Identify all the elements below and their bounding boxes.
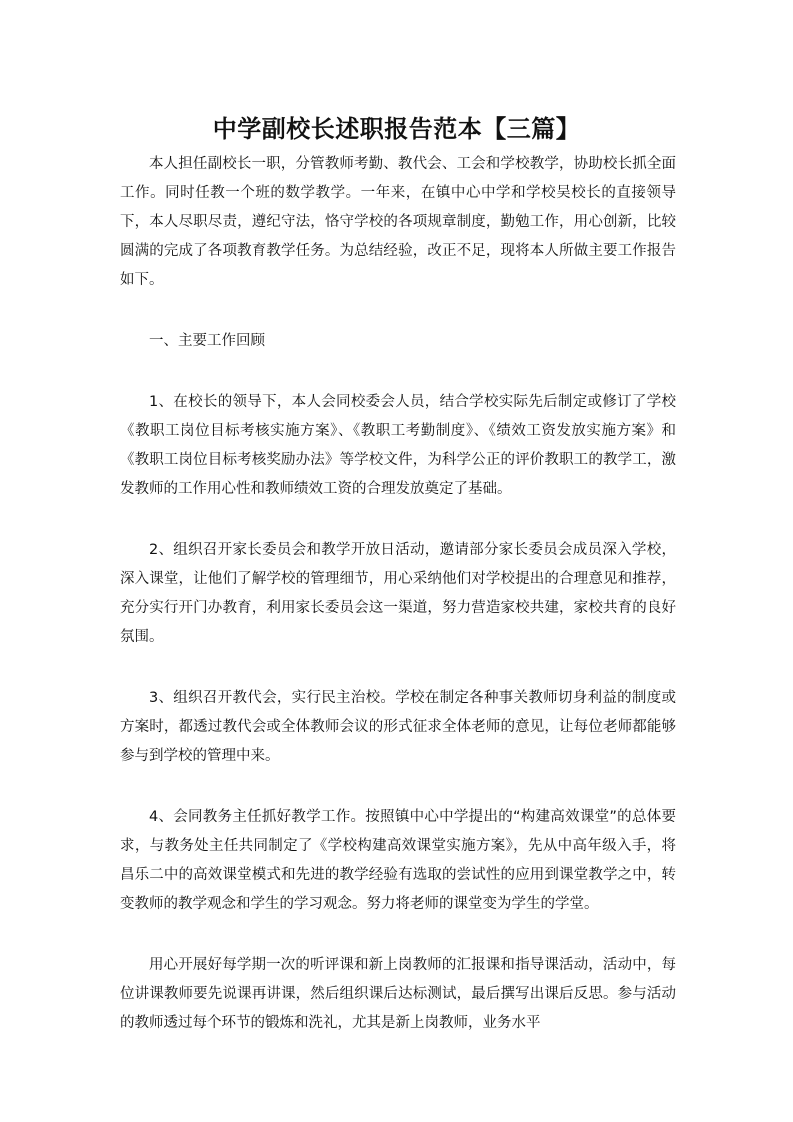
section-heading-main-work-review: 一、主要工作回顾 (149, 333, 265, 349)
paragraph-intro: 本人担任副校长一职，分管教师考勤、教代会、工会和学校教学，协助校长抓全面工作。同时任教一个班的数学教学。一年来，在镇中心中学和学校吴校长的直接领导下，本人尽职尽责，遵纪守法，恪守学校的各项规章制度，勤勉工作，用心创新，比较圆满的完成了各项教育教学任务。为总结经验，改正不足，现将本人所做主要工作报告如下。 (120, 156, 676, 288)
document-title: 中学副校长述职报告范本【三篇】 (212, 115, 581, 143)
paragraph-item-4: 4、会同教务主任抓好教学工作。按照镇中心中学提出的“构建高效课堂”的总体要求，与教务处主任共同制定了《学校构建高效课堂实施方案》，先从中高年级入手，将昌乐二中的高效课堂模式和先进的教学经验有选取的尝试性的应用到课堂教学之中，转变教师的教学观念和学生的学习观念。努力将老师的课堂变为学生的学堂。 (120, 809, 676, 912)
paragraph-lesson-activities: 用心开展好每学期一次的听评课和新上岗教师的汇报课和指导课活动，活动中，每位讲课教师要先说课再讲课，然后组织课后达标测试，最后撰写出课后反思。参与活动的教师透过每个环节的锻炼和洗礼，尤其是新上岗教师，业务水平 (120, 957, 676, 1031)
paragraph-item-1: 1、在校长的领导下，本人会同校委会人员，结合学校实际先后制定或修订了学校《教职工岗位目标考核实施方案》、《教职工考勤制度》、《绩效工资发放实施方案》和《教职工岗位目标考核奖励办法》等学校文件，为科学公正的评价教职工的教学工，激发教师的工作用心性和教师绩效工资的合理发放奠定了基础。 (120, 394, 676, 497)
document-body (120, 150, 676, 1070)
paragraph-item-2: 2、组织召开家长委员会和教学开放日活动，邀请部分家长委员会成员深入学校，深入课堂，让他们了解学校的管理细节，用心采纳他们对学校提出的合理意见和推荐，充分实行开门办教育，利用家长委员会这一渠道，努力营造家校共建，家校共育的良好氛围。 (120, 542, 676, 645)
paragraph-item-3: 3、组织召开教代会，实行民主治校。学校在制定各种事关教师切身利益的制度或方案时，都透过教代会或全体教师会议的形式征求全体老师的意见，让每位老师都能够参与到学校的管理中来。 (120, 690, 676, 764)
